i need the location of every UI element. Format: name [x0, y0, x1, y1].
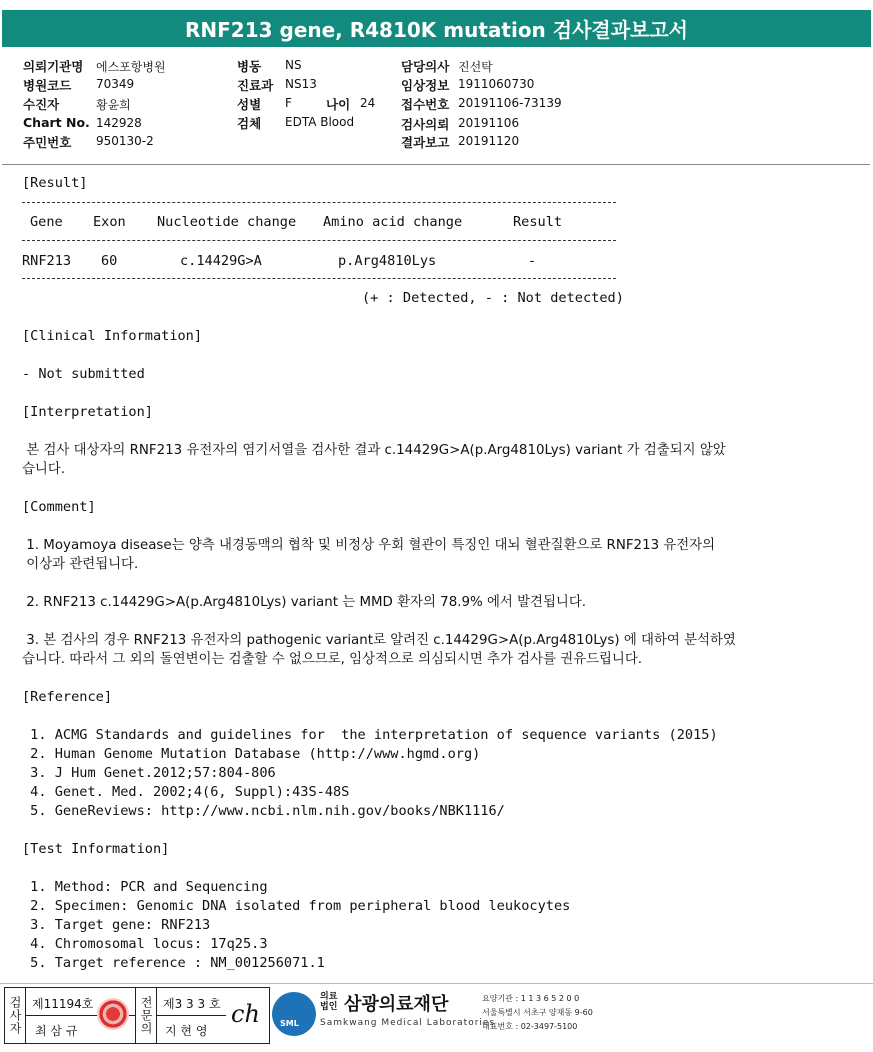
meta-value: EDTA Blood [285, 115, 355, 129]
col-header-nucleotide: Nucleotide change [157, 214, 297, 230]
comment-item: 3. 본 검사의 경우 RNF213 유전자의 pathogenic variant로 알려진 c.14429G>A(p.Arg4810Lys) 에 대하여 분석하였 [22, 633, 736, 648]
meta-value: 1911060730 [458, 77, 535, 91]
reference-item: 3. J Hum Genet.2012;57:804-806 [22, 765, 276, 781]
footer [0, 983, 873, 1052]
address: 서울특별시 서초구 양재동 9-60 [482, 1008, 593, 1017]
cell-amino: p.Arg4810Lys [338, 253, 437, 269]
comment-item: 이상과 관련됩니다. [22, 557, 139, 572]
meta-label: 임상정보 [401, 78, 450, 93]
section-heading-clinical: [Clinical Information] [22, 328, 203, 344]
meta-value: F [285, 96, 292, 110]
reference-item: 2. Human Genome Mutation Database (http://www.hgmd.org) [22, 746, 481, 762]
checker-label-text: 검사자 [8, 996, 22, 1035]
cell-gene: RNF213 [22, 253, 72, 269]
interpretation-text: 본 검사 대상자의 RNF213 유전자의 염기서열을 검사한 결과 c.14429G>A(p.Arg4810Lys) variant 가 검출되지 않았 [22, 443, 726, 458]
comment-item: 습니다. 따라서 그 외의 돌연변이는 검출할 수 없으므로, 임상적으로 의심되시면 추가 검사를 권유드립니다. [22, 652, 643, 667]
specialist-license: 제3 3 3 호 [163, 997, 221, 1011]
meta-label: 주민번호 [23, 135, 72, 150]
checker-name: 최 삼 규 [35, 1024, 78, 1038]
logo-corp-label: 의료 법인 [320, 992, 338, 1012]
col-header-result: Result [513, 214, 563, 230]
signature-box [4, 987, 270, 1044]
section-heading-test-info: [Test Information] [22, 841, 170, 857]
col-header-amino: Amino acid change [323, 214, 463, 230]
meta-label: Chart No. [23, 115, 90, 130]
meta-value: 70349 [96, 77, 135, 91]
section-heading-reference: [Reference] [22, 689, 113, 705]
meta-value: NS13 [285, 77, 317, 91]
meta-label: 성별 [237, 97, 262, 112]
interpretation-text: 습니다. [22, 462, 66, 477]
meta-label: 병동 [237, 59, 262, 74]
cell-exon: 60 [101, 253, 118, 269]
meta-value: 진선탁 [458, 60, 493, 74]
meta-label: 진료과 [237, 78, 274, 93]
clinical-text: - Not submitted [22, 366, 145, 382]
test-info-item: 1. Method: PCR and Sequencing [22, 879, 268, 895]
meta-label: 병원코드 [23, 78, 72, 93]
section-heading-comment: [Comment] [22, 499, 96, 515]
institution-code: 요양기관 : 1 1 3 6 5 2 0 0 [482, 994, 580, 1003]
result-legend: (+ : Detected, - : Not detected) [362, 290, 624, 306]
cell-nucleotide: c.14429G>A [180, 253, 262, 269]
signature: ch [231, 1000, 260, 1028]
sml-logo-icon [272, 992, 316, 1036]
meta-value: 20191106-73139 [458, 96, 562, 110]
meta-value: 황윤희 [96, 98, 131, 112]
specialist-name: 지 현 영 [165, 1024, 208, 1038]
logo-abbr: SML [280, 1019, 299, 1028]
divider [22, 202, 616, 203]
divider [2, 164, 870, 165]
meta-label: 의뢰기관명 [23, 59, 84, 74]
test-info-item: 5. Target reference : NM_001256071.1 [22, 955, 325, 971]
patient-info [0, 52, 873, 167]
meta-value: 950130-2 [96, 134, 154, 148]
meta-label: 검사의뢰 [401, 117, 450, 132]
logo-english: Samkwang Medical Laboratories [320, 1018, 496, 1028]
test-info-item: 2. Specimen: Genomic DNA isolated from peripheral blood leukocytes [22, 898, 571, 914]
checker-license: 제11194호 [32, 997, 94, 1011]
test-info-item: 3. Target gene: RNF213 [22, 917, 211, 933]
section-heading-result: [Result] [22, 175, 88, 191]
meta-label: 결과보고 [401, 135, 450, 150]
meta-label: 접수번호 [401, 97, 450, 112]
meta-label: 담당의사 [401, 59, 450, 74]
meta-label: 검체 [237, 116, 262, 131]
divider [22, 240, 616, 241]
section-heading-interpretation: [Interpretation] [22, 404, 153, 420]
report-body [22, 174, 867, 1010]
reference-item: 5. GeneReviews: http://www.ncbi.nlm.nih.gov/books/NBK1116/ [22, 803, 505, 819]
specialist-label-text: 전문의 [139, 996, 153, 1035]
specialist-label [135, 988, 157, 1043]
col-header-gene: Gene [30, 214, 63, 230]
title-bar [0, 0, 873, 57]
reference-item: 1. ACMG Standards and guidelines for the interpretation of sequence variants (2015) [22, 727, 718, 743]
comment-item: 1. Moyamoya disease는 양측 내경동맥의 협착 및 비정상 우회 혈관이 특징인 대뇌 혈관질환으로 RNF213 유전자의 [22, 538, 716, 553]
meta-value: 24 [360, 96, 376, 110]
seal-stamp [97, 998, 129, 1030]
phone: 대표번호 : 02-3497-5100 [482, 1022, 578, 1031]
reference-item: 4. Genet. Med. 2002;4(6, Suppl):43S-48S [22, 784, 350, 800]
divider [22, 278, 616, 279]
test-info-item: 4. Chromosomal locus: 17q25.3 [22, 936, 268, 952]
cell-result: - [528, 253, 537, 269]
logo-name: 삼광의료재단 [344, 994, 449, 1015]
col-header-exon: Exon [93, 214, 126, 230]
meta-value: 142928 [96, 116, 142, 130]
meta-value: 20191106 [458, 116, 520, 130]
meta-value: 20191120 [458, 134, 520, 148]
meta-label: 나이 [326, 97, 351, 112]
divider [156, 1015, 226, 1016]
meta-value: 에스포항병원 [96, 60, 166, 74]
comment-item: 2. RNF213 c.14429G>A(p.Arg4810Lys) variant 는 MMD 환자의 78.9% 에서 발견됩니다. [22, 595, 587, 610]
meta-label: 수진자 [23, 97, 60, 112]
report-title: RNF213 gene, R4810K mutation 검사결과보고서 [2, 10, 871, 47]
meta-value: NS [285, 58, 302, 72]
checker-label [5, 988, 26, 1043]
